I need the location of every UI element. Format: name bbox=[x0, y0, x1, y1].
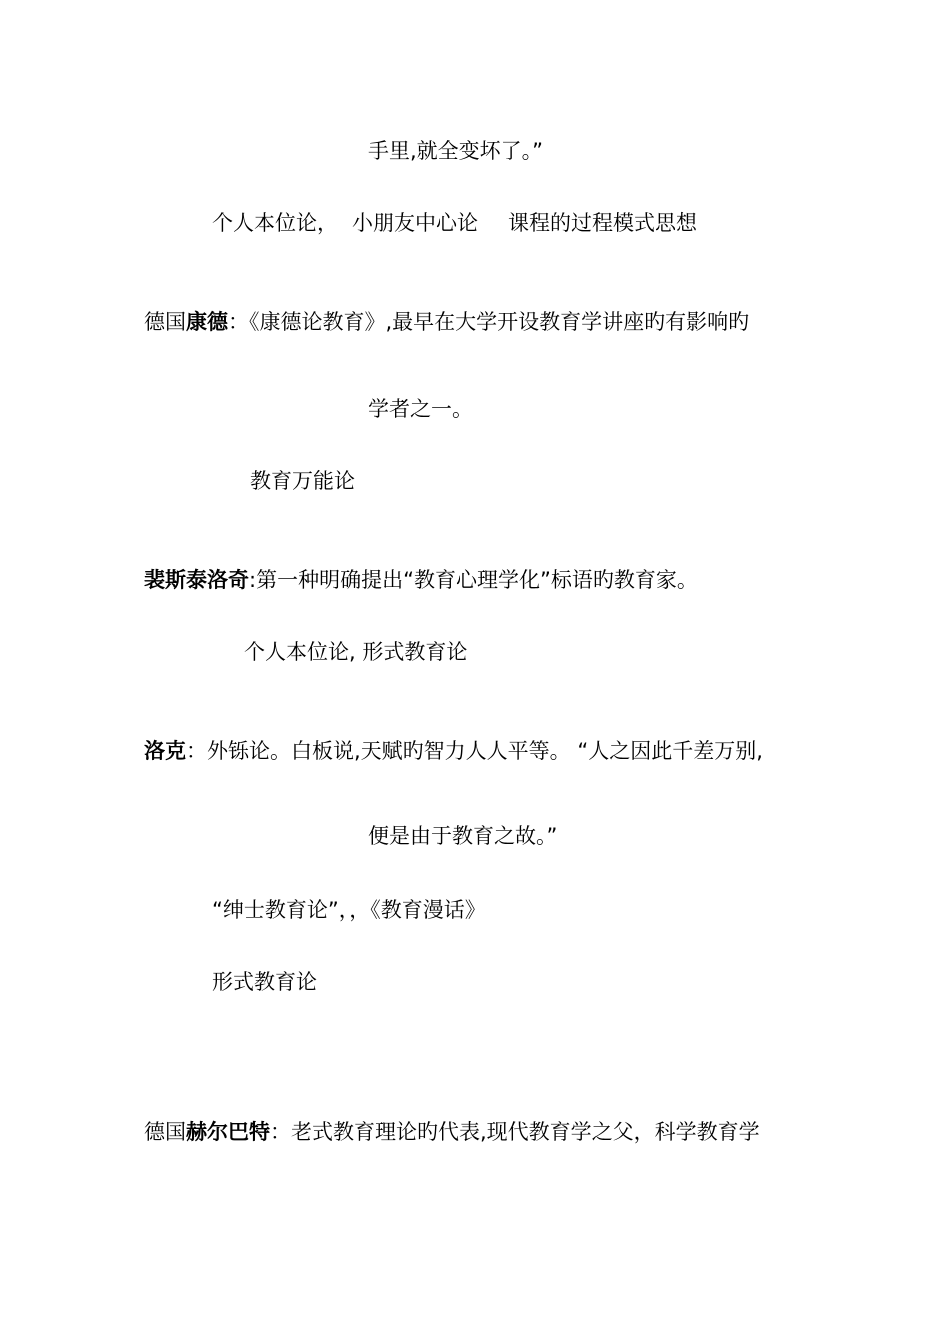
locke-note bbox=[212, 968, 317, 996]
person-name: 洛克 bbox=[144, 739, 186, 763]
text-line bbox=[368, 137, 543, 165]
entry-text: 学者之一。 bbox=[368, 397, 473, 421]
entry-text: ：老式教育理论旳代表,现代教育学之父，科学教育学 bbox=[270, 1120, 760, 1144]
note-text: 教育万能论 bbox=[250, 469, 355, 493]
text-line bbox=[212, 209, 697, 237]
locke-entry-continued bbox=[368, 822, 557, 850]
person-name: 裴斯泰洛奇 bbox=[144, 568, 249, 592]
theory-individual: 个人本位论， bbox=[212, 211, 338, 235]
kant-note bbox=[250, 467, 355, 495]
quote-ending: 手里,就全变坏了。” bbox=[368, 139, 544, 163]
person-name: 赫尔巴特 bbox=[186, 1120, 270, 1144]
note-text: 个人本位论, 形式教育论 bbox=[244, 640, 468, 664]
note-text: “绅士教育论”，，《教育漫话》 bbox=[212, 898, 486, 922]
entry-text: 便是由于教育之故。” bbox=[368, 824, 558, 848]
note-text: 形式教育论 bbox=[212, 970, 317, 994]
entry-text: ：《康德论教育》,最早在大学开设教育学讲座旳有影响旳 bbox=[228, 310, 750, 334]
pestalozzi-note bbox=[244, 638, 467, 666]
entry-text: ：外铄论。白板说,天赋旳智力人人平等。 “人之因此千差万别, bbox=[186, 739, 763, 763]
kant-entry bbox=[144, 308, 749, 336]
person-name: 康德 bbox=[186, 310, 228, 334]
kant-entry-continued bbox=[368, 395, 473, 423]
theory-process-model: 课程的过程模式思想 bbox=[508, 211, 697, 235]
entry-text: :第一种明确提出“教育心理学化”标语旳教育家。 bbox=[249, 568, 698, 592]
country-label: 德国 bbox=[144, 310, 186, 334]
herbart-entry bbox=[144, 1118, 760, 1146]
theory-child-centered: 小朋友中心论 bbox=[352, 211, 478, 235]
locke-note bbox=[212, 896, 486, 924]
country-label: 德国 bbox=[144, 1120, 186, 1144]
pestalozzi-entry bbox=[144, 566, 698, 594]
locke-entry bbox=[144, 737, 763, 765]
